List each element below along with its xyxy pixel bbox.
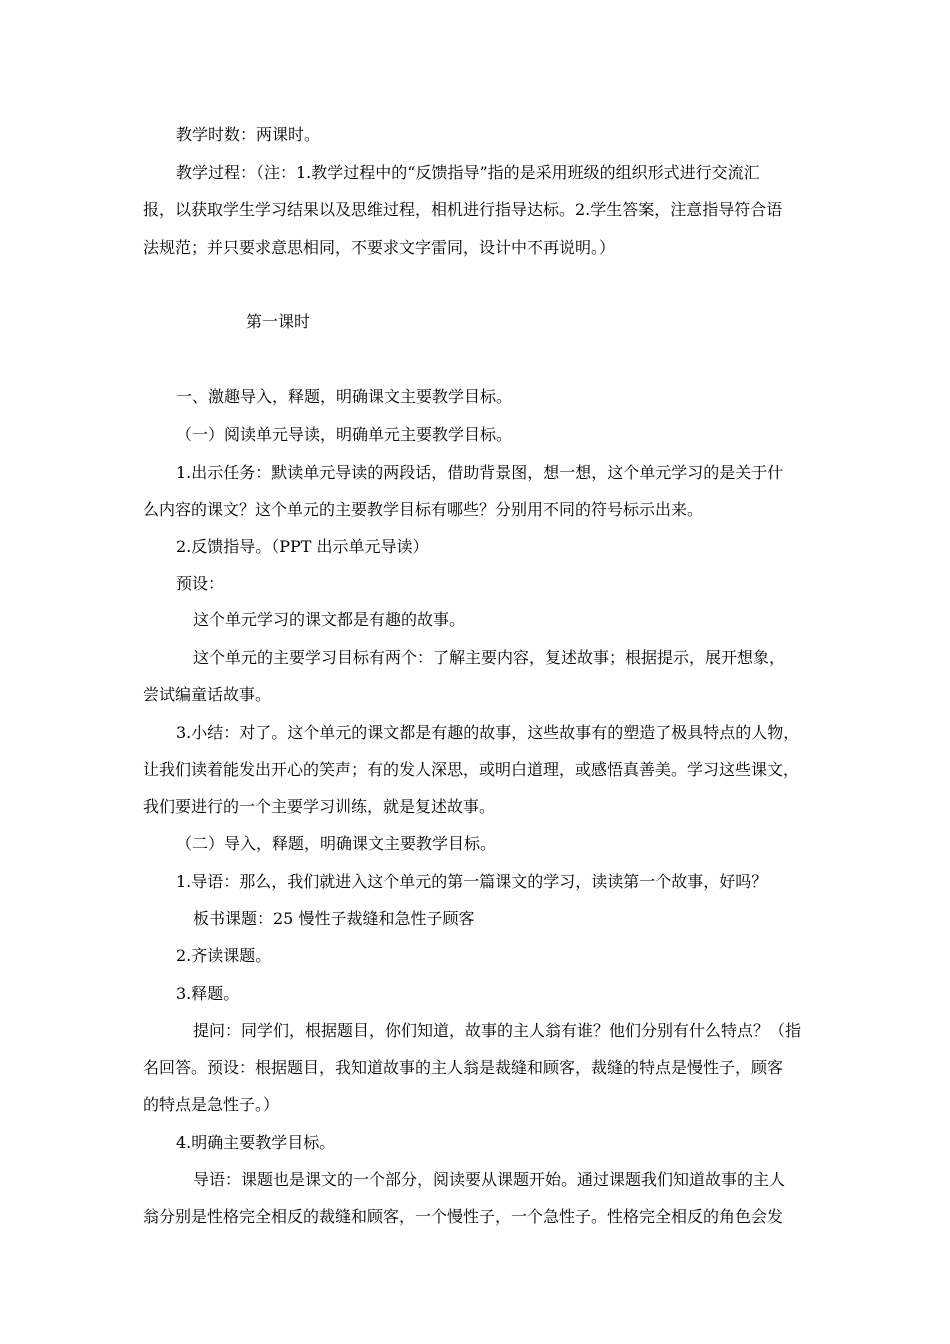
paragraph-line: 我们要进行的一个主要学习训练，就是复述故事。 bbox=[143, 797, 496, 816]
paragraph-line: 么内容的课文？这个单元的主要教学目标有哪些？分别用不同的符号标示出来。 bbox=[143, 500, 704, 519]
paragraph-line: 预设： bbox=[176, 574, 225, 593]
paragraph-line: 1.导语：那么，我们就进入这个单元的第一篇课文的学习，读读第一个故事，好吗？ bbox=[176, 872, 768, 891]
teaching-hours: 教学时数：两课时。 bbox=[176, 125, 321, 144]
process-note-line-1: 教学过程：（注：1.教学过程中的“反馈指导”指的是采用班级的组织形式进行交流汇 bbox=[176, 163, 760, 182]
paragraph-line: 4.明确主要教学目标。 bbox=[176, 1133, 336, 1152]
paragraph-line: 1.出示任务：默读单元导读的两段话，借助背景图，想一想，这个单元学习的是关于什 bbox=[176, 463, 784, 482]
paragraph-line: 的特点是急性子。） bbox=[143, 1095, 280, 1114]
paragraph-line: 尝试编童话故事。 bbox=[143, 685, 272, 704]
paragraph-line: 翁分别是性格完全相反的裁缝和顾客，一个慢性子，一个急性子。性格完全相反的角色会发 bbox=[143, 1207, 784, 1226]
step-1-heading: 一、激趣导入，释题，明确课文主要教学目标。 bbox=[176, 387, 513, 406]
paragraph-line: 导语：课题也是课文的一个部分，阅读要从课题开始。通过课题我们知道故事的主人 bbox=[193, 1170, 786, 1189]
paragraph-line: 提问：同学们，根据题目，你们知道，故事的主人翁有谁？他们分别有什么特点？（指 bbox=[193, 1021, 802, 1040]
substep-1-heading: （一）阅读单元导读，明确单元主要教学目标。 bbox=[176, 425, 513, 444]
paragraph-line: 3.小结：对了。这个单元的课文都是有趣的故事，这些故事有的塑造了极具特点的人物， bbox=[176, 723, 800, 742]
paragraph-line: 这个单元的主要学习目标有两个：了解主要内容，复述故事；根据提示，展开想象， bbox=[193, 648, 786, 667]
paragraph-line: 板书课题：25 慢性子裁缝和急性子顾客 bbox=[193, 909, 475, 928]
paragraph-line: 2.齐读课题。 bbox=[176, 946, 272, 965]
paragraph-line: 名回答。预设：根据题目，我知道故事的主人翁是裁缝和顾客，裁缝的特点是慢性子，顾客 bbox=[143, 1058, 784, 1077]
process-note-line-3: 法规范；并只要求意思相同，不要求文字雷同，设计中不再说明。） bbox=[143, 238, 616, 257]
substep-2-heading: （二）导入，释题，明确课文主要教学目标。 bbox=[176, 834, 497, 853]
paragraph-line: 让我们读着能发出开心的笑声；有的发人深思，或明白道理，或感悟真善美。学习这些课文， bbox=[143, 760, 800, 779]
paragraph-line: 这个单元学习的课文都是有趣的故事。 bbox=[193, 610, 466, 629]
process-note-line-2: 报，以获取学生学习结果以及思维过程，相机进行指导达标。2.学生答案，注意指导符合语 bbox=[143, 200, 783, 219]
section-heading-first-lesson: 第一课时 bbox=[246, 312, 311, 331]
paragraph-line: 3.释题。 bbox=[176, 984, 240, 1003]
paragraph-line: 2.反馈指导。（PPT 出示单元导读） bbox=[176, 537, 429, 556]
